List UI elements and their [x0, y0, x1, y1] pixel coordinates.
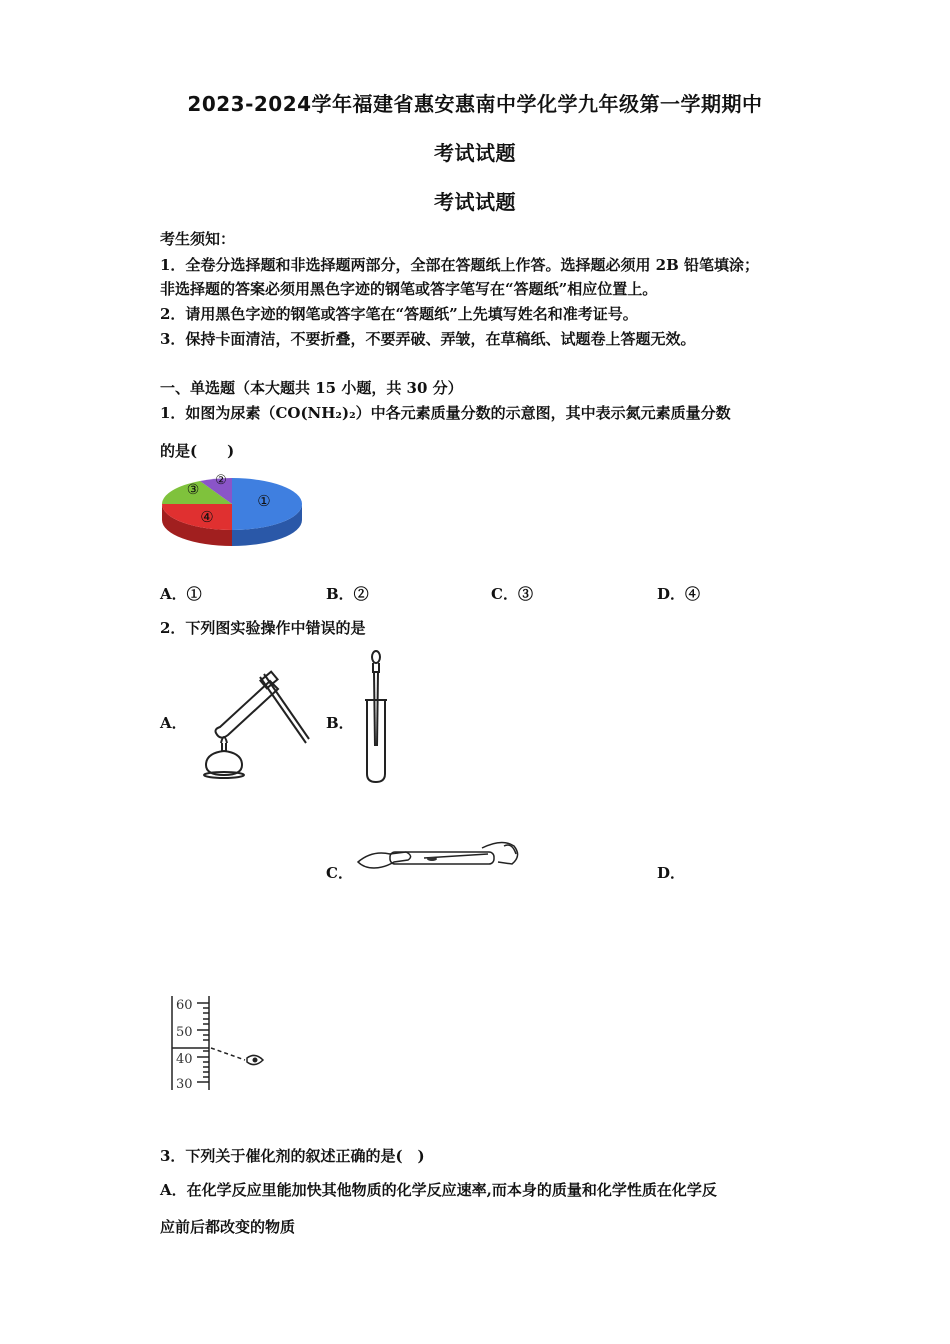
section-heading: 一、单选题（本大题共 15 小题，共 30 分）: [160, 379, 463, 397]
eye-icon: [253, 1058, 258, 1063]
q2-option-d[interactable]: D．: [657, 864, 686, 882]
powder-icon: [427, 857, 437, 861]
notice-item-2: 2．请用黑色字迹的钢笔或答字笔在“答题纸”上先填写姓名和准考证号。: [160, 305, 638, 323]
exam-title-line3: 考试试题: [434, 190, 516, 214]
q1-option-d[interactable]: D．④: [657, 585, 701, 603]
q2-graduated-cylinder-figure: [165, 994, 269, 1092]
q2-stem: 2．下列图实验操作中错误的是: [160, 619, 366, 637]
q1-stem-line1: 1．如图为尿素（CO(NH₂)₂）中各元素质量分数的示意图，其中表示氮元素质量分数: [160, 404, 731, 422]
q2-dropper-figure: [362, 648, 390, 784]
exam-title-line1: 2023-2024学年福建省惠安惠南中学化学九年级第一学期期中: [187, 92, 763, 116]
q1-option-a[interactable]: A．①: [160, 585, 202, 603]
q3-stem: 3．下列关于催化剂的叙述正确的是( ): [160, 1147, 425, 1165]
cylinder-tick-40: 40: [176, 1052, 193, 1067]
q1-pie-chart: [160, 466, 305, 554]
q3-option-a-line1[interactable]: A．在化学反应里能加快其他物质的化学反应速率,而本身的质量和化学性质在化学反: [160, 1181, 717, 1199]
pie-label-4: ④: [200, 508, 214, 526]
cylinder-tick-60: 60: [176, 998, 193, 1013]
q2-option-a[interactable]: A．: [160, 714, 187, 732]
pie-label-3: ③: [186, 482, 200, 498]
notice-item-3: 3．保持卡面清洁，不要折叠，不要弄破、弄皱，在草稿纸、试题卷上答题无效。: [160, 330, 696, 348]
q1-stem-line2: 的是( ): [160, 442, 235, 460]
q2-option-b[interactable]: B．: [326, 714, 354, 732]
q3-option-a-line2[interactable]: 应前后都改变的物质: [160, 1218, 296, 1236]
exam-title-line2: 考试试题: [434, 141, 516, 165]
notice-item-1: 1．全卷分选择题和非选择题两部分，全部在答题纸上作答。选择题必须用 2B 铅笔填涂；: [160, 256, 760, 274]
cylinder-tick-30: 30: [176, 1077, 193, 1092]
q1-option-c[interactable]: C．③: [491, 585, 533, 603]
notice-item-1-cont: 非选择题的答案必须用黑色字迹的钢笔或答字笔写在“答题纸”相应位置上。: [160, 280, 658, 298]
pie-label-2: ②: [215, 473, 227, 488]
pie-label-1: ①: [257, 492, 271, 510]
q2-heating-test-tube-figure: [198, 665, 310, 781]
q2-powder-figure: [354, 834, 524, 882]
q1-option-b[interactable]: B．②: [326, 585, 369, 603]
cylinder-tick-50: 50: [176, 1025, 193, 1040]
q2-option-c[interactable]: C．: [326, 864, 353, 882]
notice-heading: 考生须知：: [160, 230, 236, 248]
